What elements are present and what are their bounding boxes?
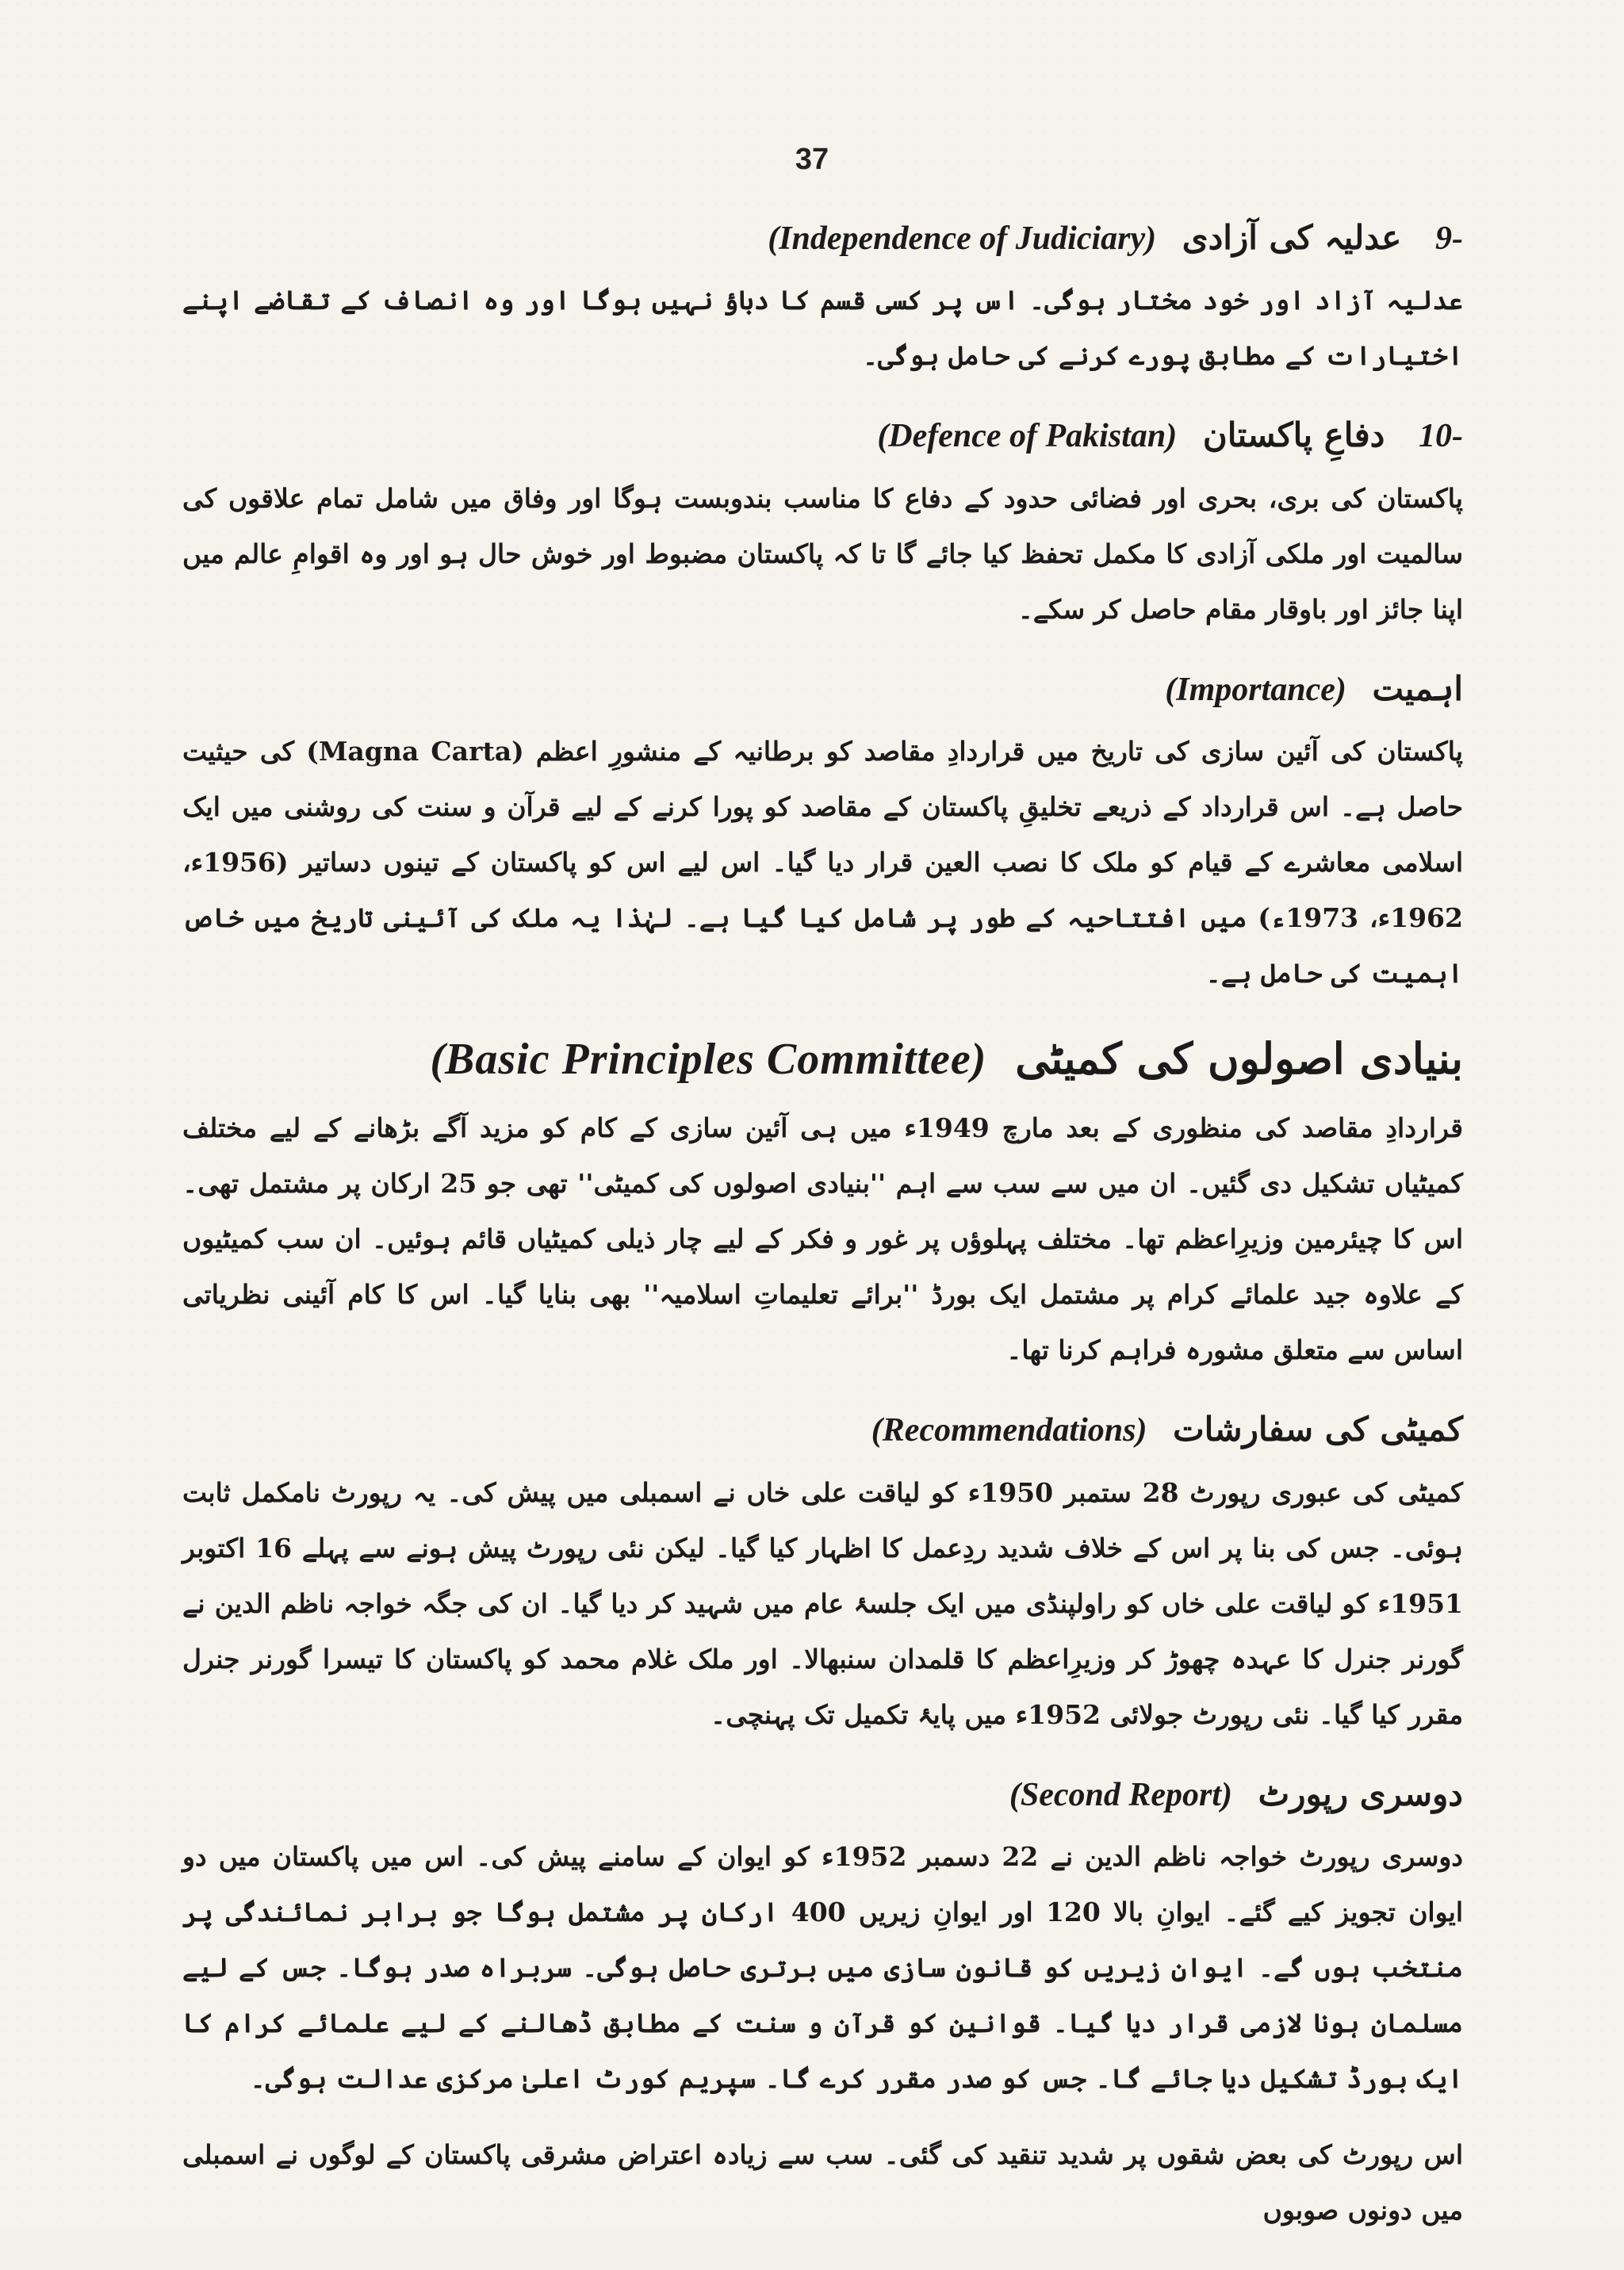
- section-paragraph: کمیٹی کی عبوری رپورٹ 28 ستمبر 1950ء کو لیاقت علی خاں نے اسمبلی میں پیش کی۔ یہ رپورٹ نامکمل ثابت ہوئی۔ جس کی بنا پر اس کے خلاف شدید ردِعمل کا اظہار کیا گیا۔ لیکن نئی رپورٹ پیش ہونے سے پہلے 16 اکتوبر 1951ء کو لیاقت علی خاں کو راولپنڈی میں ایک جلسۂ عام میں شہید کر دیا گیا۔ ان کی جگہ خواجہ ناظم الدین نے گورنر جنرل کا عہدہ چھوڑ کر وزیرِاعظم کا قلمدان سنبھالا۔ اور ملک غلام محمد کو پاکستان کا تیسرا گورنر جنرل مقرر کیا گیا۔ نئی رپورٹ جولائی 1952ء میں پایۂ تکمیل تک پہنچی۔: [182, 1476, 1463, 1730]
- section-paragraph: پاکستان کی بری، بحری اور فضائی حدود کے دفاع کا مناسب بندوبست ہوگا اور وفاق میں شامل تمام علاقوں کی سالمیت اور ملکی آزادی کا مکمل تحفظ کیا جائے گا تا کہ پاکستان مضبوط اور خوش حال ہو اور وہ اقوامِ عالم میں اپنا جائز اور باوقار مقام حاصل کر سکے۔: [182, 482, 1463, 625]
- section-title-english: (Independence of Judiciary): [768, 220, 1157, 257]
- section-title-urdu: دفاعِ پاکستان: [1202, 415, 1385, 455]
- section-title-english: (Basic Principles Committee): [430, 1035, 986, 1085]
- section-title-urdu: عدلیہ کی آزادی: [1182, 218, 1402, 257]
- section-title-english: (Importance): [1165, 671, 1346, 708]
- section-recommendations: [182, 1410, 1463, 1742]
- section-title-english: (Recommendations): [871, 1412, 1147, 1449]
- section-heading: [182, 669, 1463, 710]
- section-title-urdu: اہمیت: [1372, 668, 1463, 708]
- section-title-english: (Second Report): [1009, 1776, 1233, 1813]
- section-heading: [182, 1774, 1463, 1815]
- section-paragraph: عدلیہ آزاد اور خود مختار ہوگی۔ اس پر کسی قسم کا دباؤ نہیں ہوگا اور وہ انصاف کے تقاضے اپنے اختیارات کے مطابق پورے کرنے کی حامل ہوگی۔: [182, 285, 1463, 372]
- section-second-report: [182, 1774, 1463, 2238]
- section-number: -10: [1419, 418, 1463, 455]
- section-title-urdu: کمیٹی کی سفارشات: [1173, 1410, 1463, 1449]
- section-independence-of-judiciary: [182, 218, 1463, 384]
- section-importance: [182, 669, 1463, 1001]
- page-number: 37: [795, 143, 829, 176]
- section-basic-principles-committee: [182, 1033, 1463, 1378]
- section-paragraph: پاکستان کی آئین سازی کی تاریخ میں قراردادِ مقاصد کو برطانیہ کے منشورِ اعظم (Magna Carta) کی حیثیت حاصل ہے۔ اس قرارداد کے ذریعے تخلیقِ پاکستان کے مقاصد کو پورا کرنے کے لیے قرآن و سنت کی روشنی میں ایک اسلامی معاشرے کے قیام کو ملک کا نصب العین قرار دیا گیا۔ اس لیے اس کو پاکستان کے تینوں دساتیر (1956ء، 1962ء، 1973ء) میں افتتاحیہ کے طور پر شامل کیا گیا ہے۔ لہٰذا یہ ملک کی آئینی تاریخ میں خاص اہمیت کی حامل ہے۔: [182, 736, 1463, 990]
- section-paragraph: اس رپورٹ کی بعض شقوں پر شدید تنقید کی گئی۔ سب سے زیادہ اعتراض مشرقی پاکستان کے لوگوں نے اسمبلی میں دونوں صوبوں: [182, 2139, 1463, 2226]
- section-title-english: (Defence of Pakistan): [877, 418, 1178, 455]
- page-content: [182, 218, 1463, 2270]
- section-paragraph: قراردادِ مقاصد کی منظوری کے بعد مارچ 1949ء میں ہی آئین سازی کے کام کو مزید آگے بڑھانے کے لیے مختلف کمیٹیاں تشکیل دی گئیں۔ ان میں سے سب سے اہم ''بنیادی اصولوں کی کمیٹی'' تھی جو 25 ارکان پر مشتمل تھی۔ اس کا چیئرمین وزیرِاعظم تھا۔ مختلف پہلوؤں پر غور و فکر کے لیے چار ذیلی کمیٹیاں قائم ہوئیں۔ ان سب کمیٹیوں کے علاوہ جید علمائے کرام پر مشتمل ایک بورڈ ''برائے تعلیماتِ اسلامیہ'' بھی بنایا گیا۔ اس کا کام آئینی نظریاتی اساس سے متعلق مشورہ فراہم کرنا تھا۔: [182, 1112, 1464, 1366]
- section-title-urdu: بنیادی اصولوں کی کمیٹی: [1015, 1033, 1463, 1085]
- section-heading: [182, 415, 1463, 456]
- section-heading: [182, 218, 1463, 258]
- section-heading: [182, 1033, 1463, 1086]
- section-defence-of-pakistan: [182, 415, 1463, 637]
- section-paragraph: دوسری رپورٹ خواجہ ناظم الدین نے 22 دسمبر 1952ء کو ایوان کے سامنے پیش کی۔ اس میں پاکستان میں دو ایوان تجویز کیے گئے۔ ایوانِ بالا 120 اور ایوانِ زیریں 400 ارکان پر مشتمل ہوگا جو برابر نمائندگی پر منتخب ہوں گے۔ ایوانِ زیریں کو قانون سازی میں برتری حاصل ہوگی۔ سربراہ صدر ہوگا۔ جس کے لیے مسلمان ہونا لازمی قرار دیا گیا۔ قوانین کو قرآن و سنت کے مطابق ڈھالنے کے لیے علمائے کرام کا ایک بورڈ تشکیل دیا جائے گا۔ جس کو صدر مقرر کرے گا۔ سپریم کورٹ اعلیٰ مرکزی عدالت ہوگی۔: [182, 1841, 1464, 2095]
- section-number: -9: [1435, 220, 1463, 257]
- section-title-urdu: دوسری رپورٹ: [1258, 1774, 1463, 1813]
- section-heading: [182, 1410, 1463, 1450]
